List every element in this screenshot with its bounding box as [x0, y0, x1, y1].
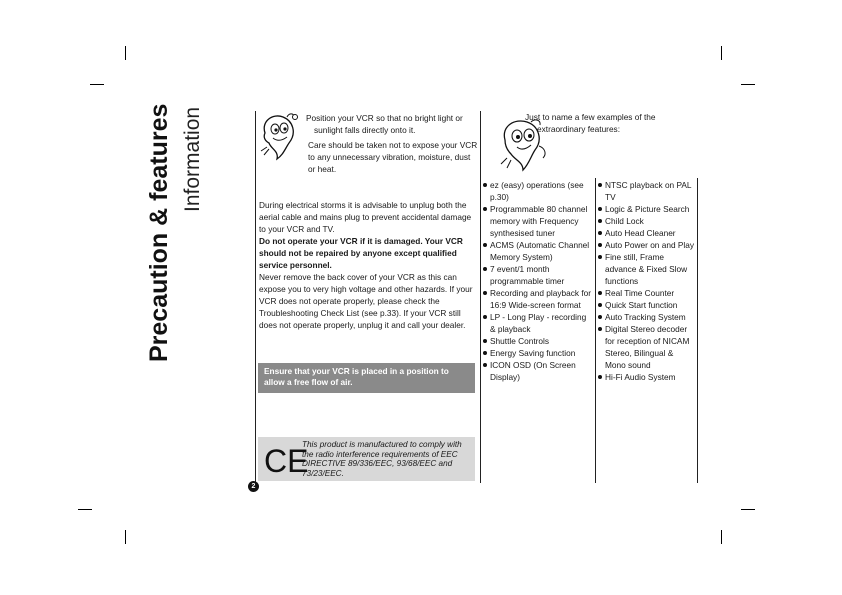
ce-statement: This product is manufactured to comply with the radio interference requirements of EEC DIRECTIVE 89/336/EEC, 93/68/EEC and 73/23/EEC.	[302, 440, 462, 478]
list-item: Logic & Picture Search	[598, 203, 696, 215]
page-title	[137, 103, 209, 370]
list-item: Digital Stereo decoder for reception of NICAM Stereo, Bilingual & Mono sound	[598, 323, 696, 371]
crop-mark	[741, 509, 755, 510]
ce-mark-icon	[262, 440, 309, 480]
column-divider	[255, 111, 256, 483]
storm-paragraph: During electrical storms it is advisable to unplug both the aerial cable and mains plug to prevent accidental damage to your VCR and TV.	[259, 200, 472, 234]
list-item: Fine still, Frame advance & Fixed Slow functions	[598, 251, 696, 287]
crop-mark	[125, 530, 126, 544]
list-item: Auto Head Cleaner	[598, 227, 696, 239]
page-number: 2	[248, 481, 259, 492]
list-item: ez (easy) operations (see p.30)	[483, 179, 593, 203]
damage-warning: Do not operate your VCR if it is damaged. Your VCR should not be repaired by anyone except qualified service personnel.	[259, 236, 463, 270]
list-item: Shuttle Controls	[483, 335, 593, 347]
list-item: Energy Saving function	[483, 347, 593, 359]
list-item: Auto Tracking System	[598, 311, 696, 323]
tip-vibration: Care should be taken not to expose your VCR to any unnecessary vibration, moisture, dust or heat.	[308, 140, 478, 174]
list-item: Auto Power on and Play	[598, 239, 696, 251]
list-item: 7 event/1 month programmable timer	[483, 263, 593, 287]
features-list-right	[598, 179, 696, 383]
list-item: Recording and playback for 16:9 Wide-screen format	[483, 287, 593, 311]
column-divider	[595, 178, 596, 483]
mascot-illustration	[257, 111, 303, 166]
ce-compliance-box	[258, 437, 475, 481]
crop-mark	[90, 84, 104, 85]
svg-text:CE: CE	[264, 443, 309, 479]
column-divider	[480, 111, 481, 483]
title-sub: Information	[181, 106, 204, 212]
list-item: Real Time Counter	[598, 287, 696, 299]
column-divider	[697, 178, 698, 483]
list-item: LP - Long Play - recording & playback	[483, 311, 593, 335]
tip-sunlight: Position your VCR so that no bright light or sunlight falls directly onto it.	[306, 113, 463, 135]
list-item: Quick Start function	[598, 299, 696, 311]
crop-mark	[125, 46, 126, 60]
list-item: ICON OSD (On Screen Display)	[483, 359, 593, 383]
crop-mark	[721, 530, 722, 544]
airflow-notice: Ensure that your VCR is placed in a position to allow a free flow of air.	[258, 363, 475, 393]
features-list-left	[483, 179, 593, 383]
list-item: Programmable 80 channel memory with Frequency synthesised tuner	[483, 203, 593, 239]
back-cover-paragraph: Never remove the back cover of your VCR as this can expose you to very high voltage and other hazards. If your VCR does not operate properly, please check the Troubleshooting Check List (see p.33). If your VCR still does not operate properly, unplug it and call your dealer.	[259, 272, 473, 330]
title-main: Precaution & features	[145, 103, 173, 362]
list-item: NTSC playback on PAL TV	[598, 179, 696, 203]
list-item: Hi-Fi Audio System	[598, 371, 696, 383]
list-item: Child Lock	[598, 215, 696, 227]
features-intro: Just to name a few examples of the extraordinary features:	[525, 112, 656, 134]
crop-mark	[78, 509, 92, 510]
crop-mark	[721, 46, 722, 60]
crop-mark	[741, 84, 755, 85]
list-item: ACMS (Automatic Channel Memory System)	[483, 239, 593, 263]
